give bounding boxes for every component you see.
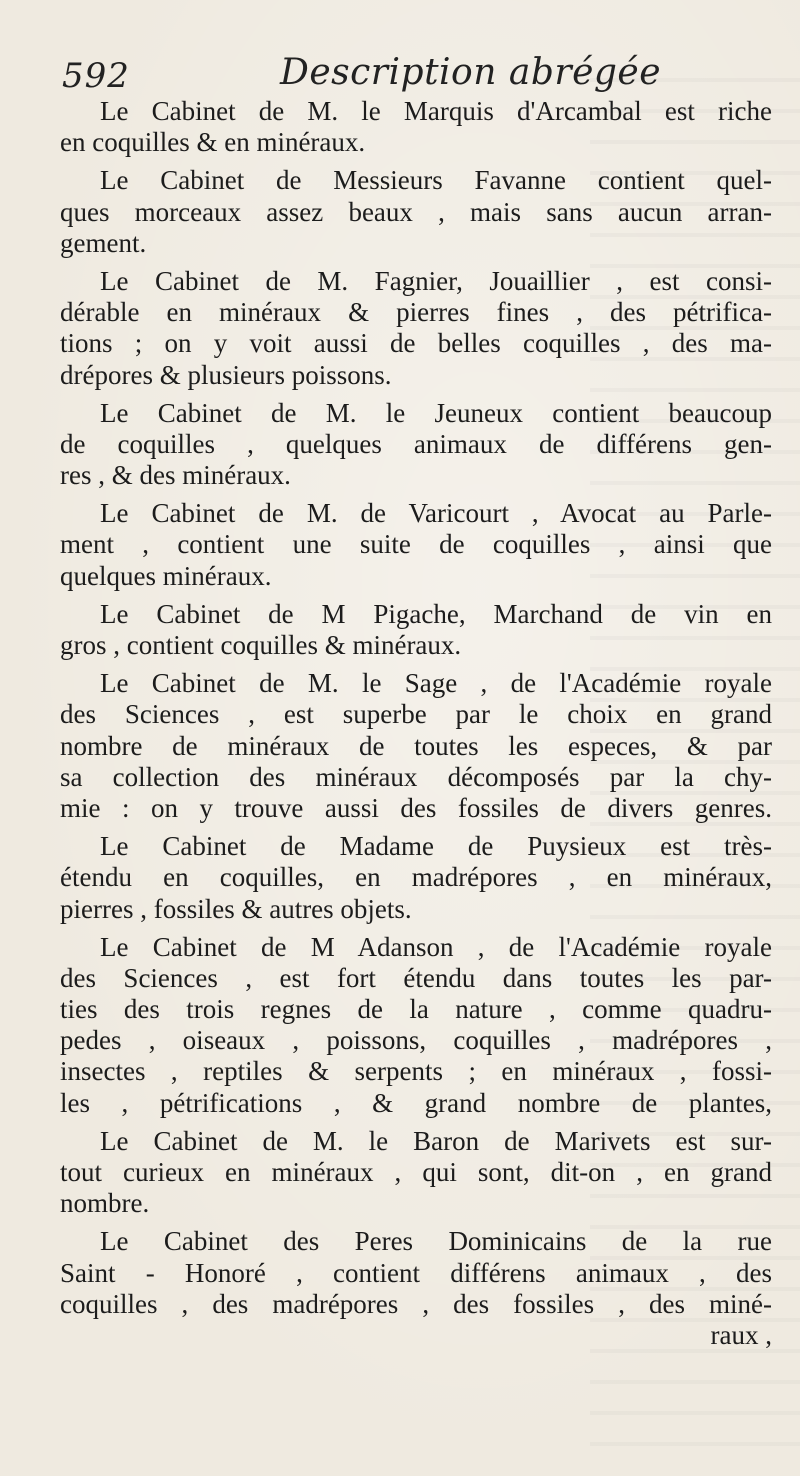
text-line: Le Cabinet des Peres Dominicains de la rue [100, 1226, 772, 1257]
text-line: quelques minéraux. [60, 560, 272, 591]
text-line: ques morceaux assez beaux , mais sans aucun arran- [60, 196, 772, 227]
text-line: insectes , reptiles & serpents ; en minéraux , fossi- [60, 1056, 772, 1087]
text-line: sa collection des minéraux décomposés par la chy- [60, 761, 772, 792]
text-line: des Sciences , est superbe par le choix en grand [60, 699, 772, 730]
text-line: Le Cabinet de M Pigache, Marchand de vin en [100, 598, 772, 629]
text-line: les , pétrifications , & grand nombre de plantes, [60, 1087, 772, 1118]
text-line: Le Cabinet de M. le Baron de Marivets est sur- [100, 1125, 772, 1156]
text-line: drépores & plusieurs poissons. [60, 359, 392, 390]
text-line: res , & des minéraux. [60, 460, 291, 491]
text-line: Le Cabinet de M. le Jeuneux contient beaucoup [100, 397, 772, 428]
text-line: étendu en coquilles, en madrépores , en minéraux, [60, 862, 772, 893]
text-line: pedes , oiseaux , poissons, coquilles , madrépores , [60, 1025, 772, 1056]
text-line: ment , contient une suite de coquilles , ainsi que [60, 529, 772, 560]
text-line: pierres , fossiles & autres objets. [60, 893, 412, 924]
text-line: Saint - Honoré , contient différens animaux , des [60, 1257, 772, 1288]
running-title: Description abrégée [280, 52, 662, 93]
text-line: raux , [710, 1319, 772, 1350]
text-line: dérable en minéraux & pierres fines , des pétrifica- [60, 297, 772, 328]
text-line: nombre de minéraux de toutes les especes, & par [60, 730, 772, 761]
text-line: Le Cabinet de M. le Marquis d'Arcambal est riche [100, 96, 772, 126]
text-line: gros , contient coquilles & minéraux. [60, 630, 462, 660]
text-line: Le Cabinet de Messieurs Favanne contient quel- [100, 165, 772, 196]
text-line: de coquilles , quelques animaux de différens gen- [60, 428, 772, 459]
text-line: nombre. [60, 1188, 150, 1219]
text-line: ties des trois regnes de la nature , comme quadru- [60, 994, 772, 1025]
text-line: tions ; on y voit aussi de belles coquilles , des ma- [60, 328, 772, 359]
text-line: coquilles , des madrépores , des fossiles , des miné- [60, 1288, 772, 1319]
text-line: Le Cabinet de M Adanson , de l'Académie royale [100, 931, 772, 962]
text-line: tout curieux en minéraux , qui sont, dit-on , en grand [60, 1157, 772, 1187]
text-line: Le Cabinet de M. Fagnier, Jouaillier , est consi- [100, 265, 772, 296]
page-number: 592 [62, 56, 130, 96]
text-line: Le Cabinet de M. de Varicourt , Avocat au Parle- [100, 498, 772, 529]
text-line: en coquilles & en minéraux. [60, 127, 366, 158]
text-line: gement. [60, 227, 147, 258]
body-text [60, 96, 772, 1351]
text-line: Le Cabinet de M. le Sage , de l'Académie royale [100, 668, 772, 699]
text-line: des Sciences , est fort étendu dans toutes les par- [60, 962, 772, 993]
text-line: mie : on y trouve aussi des fossiles de divers genres. [60, 792, 772, 823]
text-line: Le Cabinet de Madame de Puysieux est très- [100, 831, 772, 862]
